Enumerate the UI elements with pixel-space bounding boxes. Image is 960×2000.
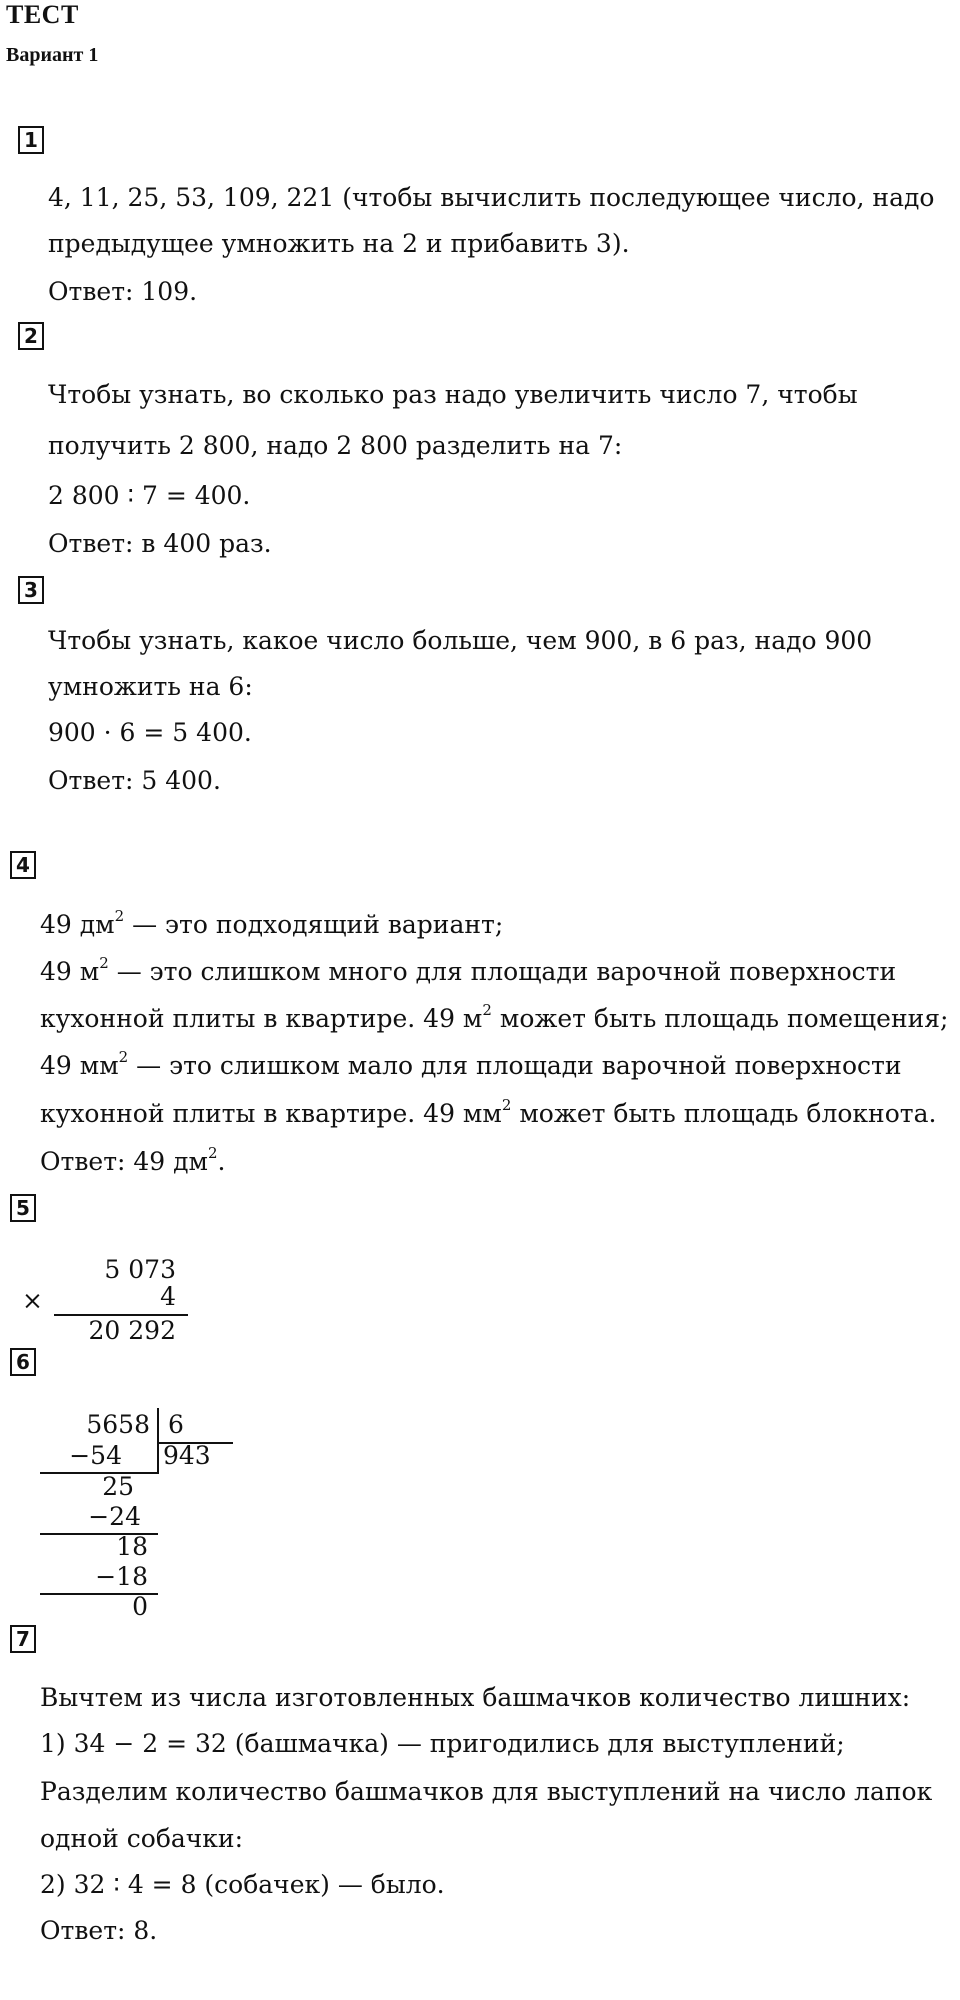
division-step-subtract-1: −54 — [69, 1441, 122, 1470]
task-7-number: 7 — [10, 1625, 36, 1653]
task-7-line-4: одной собачки: — [40, 1824, 244, 1853]
division-step-remainder-2: 18 — [116, 1532, 148, 1561]
task-6-number: 6 — [10, 1348, 36, 1376]
task-7-line-5: 2) 32 ∶ 4 = 8 (собачек) — было. — [40, 1870, 445, 1899]
task-7-line-1: Вычтем из числа изготовленных башмачков количество лишних: — [40, 1683, 911, 1712]
multiplier: 4 — [160, 1282, 176, 1311]
task-3-line-2: умножить на 6: — [48, 672, 253, 701]
task-7-answer: Ответ: 8. — [40, 1916, 158, 1945]
task-5-number: 5 — [10, 1194, 36, 1222]
task-2-equation: 2 800 ∶ 7 = 400. — [48, 481, 251, 510]
task-2-line-1: Чтобы узнать, во сколько раз надо увеличить число 7, чтобы — [48, 380, 858, 409]
division-step-subtract-3: −18 — [95, 1562, 148, 1591]
task-3-answer: Ответ: 5 400. — [48, 766, 221, 795]
variant-label: Вариант 1 — [6, 44, 99, 66]
task-4-line-5: кухонной плиты в квартире. 49 $мм^2$ может быть площадь блокнота. — [40, 1095, 937, 1128]
task-1-line-2: предыдущее умножить на 2 и прибавить 3). — [48, 229, 630, 258]
dividend: 5658 — [86, 1410, 150, 1439]
task-4-line-1: 49 $дм^2$ — это подходящий вариант; — [40, 906, 504, 939]
quotient: 943 — [163, 1441, 211, 1470]
task-2-answer: Ответ: в 400 раз. — [48, 529, 272, 558]
task-4-line-3: кухонной плиты в квартире. 49 $м^2$ может быть площадь помещения; — [40, 1000, 949, 1033]
task-4-answer: Ответ: 49 $дм^2$. — [40, 1143, 226, 1176]
divisor: 6 — [168, 1410, 184, 1439]
task-3-number: 3 — [18, 576, 44, 604]
task-2-line-2: получить 2 800, надо 2 800 разделить на 7: — [48, 431, 623, 460]
multiply-sign: × — [22, 1286, 43, 1315]
task-4-number: 4 — [10, 851, 36, 879]
division-final-remainder: 0 — [132, 1592, 148, 1621]
multiplicand: 5 073 — [104, 1255, 176, 1284]
task-2-number: 2 — [18, 322, 44, 350]
task-1-line-1: 4, 11, 25, 53, 109, 221 (чтобы вычислить последующее число, надо — [48, 183, 935, 212]
task-3-equation: 900 · 6 = 5 400. — [48, 718, 252, 747]
task-1-answer: Ответ: 109. — [48, 277, 198, 306]
product: 20 292 — [88, 1316, 176, 1345]
task-4-line-4: 49 $мм^2$ — это слишком мало для площади варочной поверхности — [40, 1047, 902, 1080]
division-step-remainder-1: 25 — [102, 1472, 134, 1501]
task-1-number: 1 — [18, 126, 44, 154]
page-title: ТЕСТ — [6, 0, 79, 29]
task-7-line-3: Разделим количество башмачков для выступлений на число лапок — [40, 1777, 933, 1806]
division-step-subtract-2: −24 — [88, 1502, 141, 1531]
task-4-line-2: 49 $м^2$ — это слишком много для площади варочной поверхности — [40, 953, 897, 986]
task-3-line-1: Чтобы узнать, какое число больше, чем 900, в 6 раз, надо 900 — [48, 626, 873, 655]
task-7-line-2: 1) 34 − 2 = 32 (башмачка) — пригодились для выступлений; — [40, 1729, 845, 1758]
division-bar — [157, 1408, 159, 1474]
